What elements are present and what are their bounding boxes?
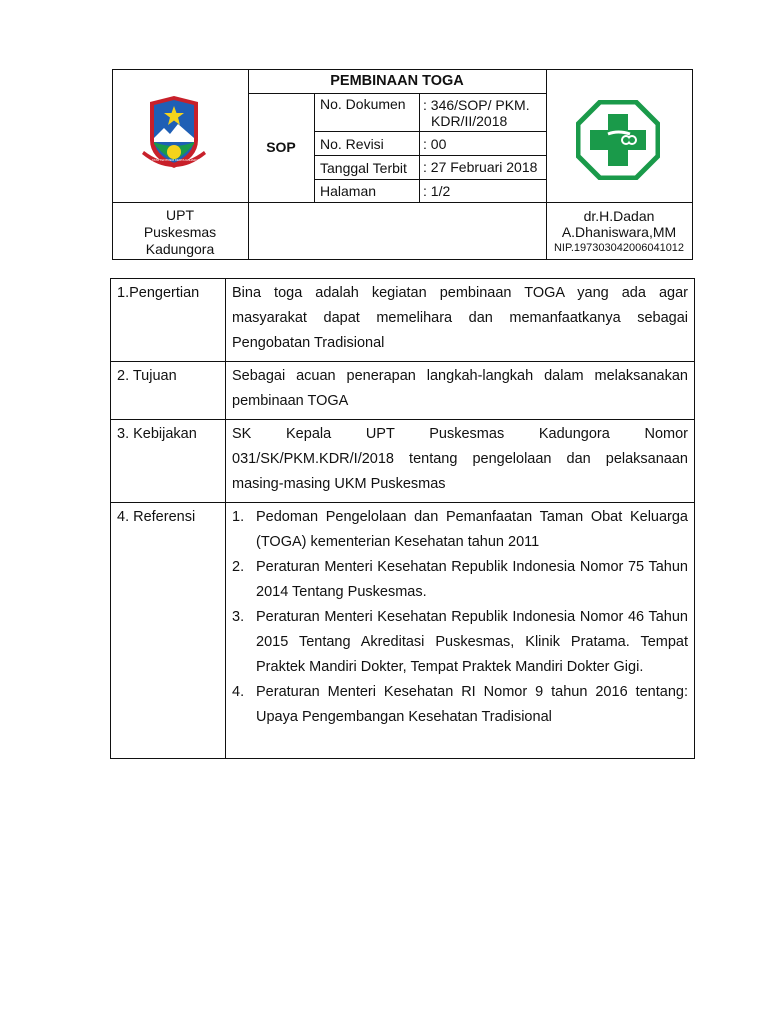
list-item [232, 555, 688, 605]
signatory-name-line-1: dr.H.Dadan [583, 208, 655, 224]
field-label-halaman: Halaman [320, 183, 377, 199]
field-label-no-dokumen: No. Dokumen [320, 96, 406, 112]
logo-motto: TATA TENTREM KERTA RAHARJA [152, 158, 200, 162]
unit-line-2: Puskesmas [143, 224, 217, 240]
table-row [111, 503, 695, 759]
field-value-no-revisi: : 00 [423, 136, 447, 152]
field-value-no-dokumen-line2: KDR/II/2018 [431, 113, 508, 129]
section-label-kebijakan: 3. Kebijakan [111, 420, 226, 503]
document-title: PEMBINAAN TOGA [330, 73, 464, 89]
section-label-tujuan: 2. Tujuan [111, 362, 226, 420]
field-value-halaman: : 1/2 [423, 183, 451, 199]
list-item-text: Peraturan Menteri Kesehatan Republik Indonesia Nomor 46 Tahun 2015 Tentang Akreditasi Puskesmas, Klinik Pratama. Tempat Praktek Mandiri Dokter, Tempat Praktek Mandiri Dokter Gigi. [256, 609, 688, 675]
list-item [232, 680, 688, 730]
table-row [111, 420, 695, 503]
table-row [111, 279, 695, 362]
table-row [111, 362, 695, 420]
sop-label: SOP [266, 139, 296, 155]
list-item-number: 4. [232, 684, 245, 700]
section-text-kebijakan: SK Kepala UPT Puskesmas Kadungora Nomor 031/SK/PKM.KDR/I/2018 tentang pengelolaan dan pelaksanaan masing-masing UKM Puskesmas [226, 420, 695, 503]
section-text-pengertian: Bina toga adalah kegiatan pembinaan TOGA yang ada agar masyarakat dapat memelihara dan memanfaatkanya sebagai Pengobatan Tradisional [226, 279, 695, 362]
section-label-pengertian: 1.Pengertian [111, 279, 226, 362]
signatory-nip: NIP.197303042006041012 [553, 242, 685, 254]
signatory-name-line-2: A.Dhaniswara,MM [561, 224, 677, 240]
referensi-list [232, 505, 688, 730]
sop-content-table [110, 278, 695, 759]
section-referensi-list [226, 503, 695, 759]
puskesmas-logo [576, 100, 660, 180]
unit-line-1: UPT [166, 207, 194, 223]
unit-line-3: Kadungora [145, 241, 215, 257]
field-value-tanggal-terbit: : 27 Februari 2018 [423, 159, 538, 175]
garut-crest-logo [138, 94, 210, 176]
field-label-no-revisi: No. Revisi [320, 136, 384, 152]
list-item-number: 2. [232, 559, 245, 575]
section-label-referensi: 4. Referensi [111, 503, 226, 759]
list-item-number: 1. [232, 509, 245, 525]
list-item-text: Pedoman Pengelolaan dan Pemanfaatan Taman Obat Keluarga (TOGA) kementerian Kesehatan tahun 2011 [256, 509, 688, 550]
list-item [232, 605, 688, 680]
list-item-text: Peraturan Menteri Kesehatan Republik Indonesia Nomor 75 Tahun 2014 Tentang Puskesmas. [256, 559, 688, 600]
field-value-no-dokumen: : 346/SOP/ PKM. [423, 97, 530, 113]
list-item-text: Peraturan Menteri Kesehatan RI Nomor 9 tahun 2016 tentang: Upaya Pengembangan Kesehatan Tradisional [256, 684, 688, 725]
list-item [232, 505, 688, 555]
section-text-tujuan: Sebagai acuan penerapan langkah-langkah dalam melaksanakan pembinaan TOGA [226, 362, 695, 420]
list-item-number: 3. [232, 609, 245, 625]
field-label-tanggal-terbit: Tanggal Terbit [320, 160, 407, 176]
